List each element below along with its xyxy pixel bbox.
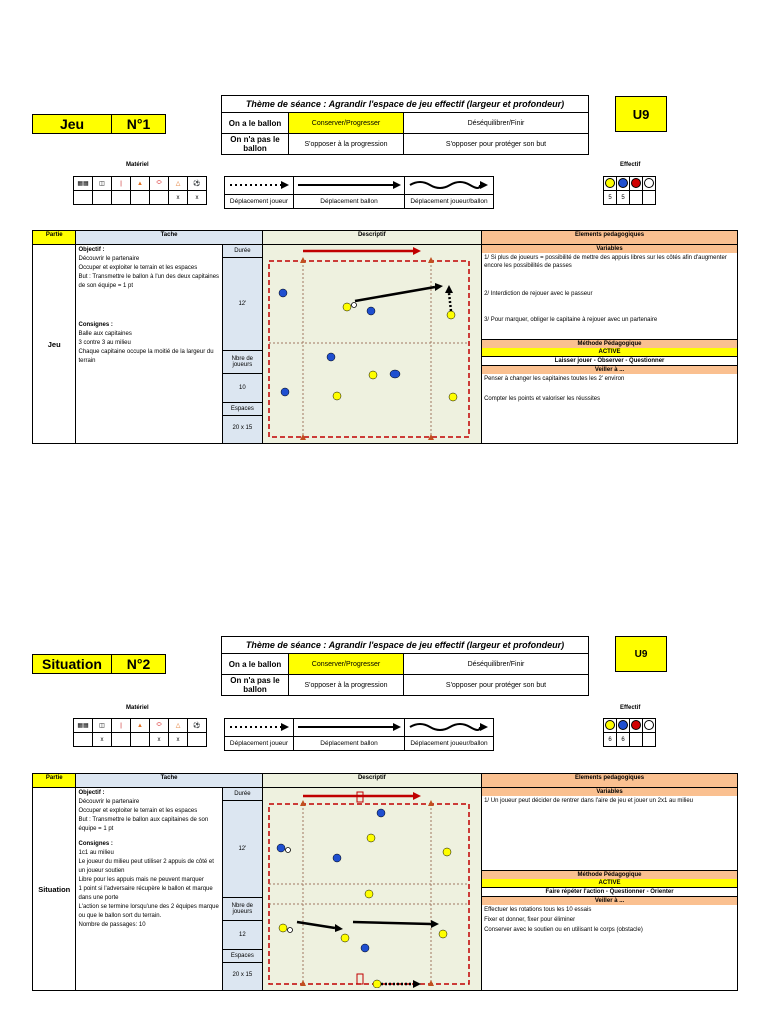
nbre-label: Nbre de joueurs bbox=[223, 897, 261, 921]
session-title-box bbox=[32, 114, 166, 134]
tache-line: Libre pour les appuis mais ne peuvent marquer bbox=[78, 877, 204, 883]
effectif-table bbox=[603, 718, 656, 747]
session-number: N°2 bbox=[126, 656, 151, 672]
arrow-head-icon bbox=[431, 920, 439, 928]
methode-detail: Laisser jouer - Observer - Questionner bbox=[482, 356, 737, 366]
materiel-count: x bbox=[150, 733, 169, 747]
tache-line: Objectif : bbox=[78, 247, 105, 253]
materiel-count bbox=[112, 191, 131, 205]
espaces-value: 20 x 15 bbox=[232, 425, 253, 431]
flag-icon: | bbox=[112, 719, 131, 733]
effectif-count bbox=[643, 191, 656, 205]
arrow-head-icon bbox=[335, 924, 343, 932]
blue-player-icon bbox=[617, 719, 630, 733]
variable-item: 1/ Si plus de joueurs = possibilité de mettre des appuis libres sur les côtés afin d'augmenter encore les possibilités de passes bbox=[484, 255, 727, 269]
veiller-item: Compter les points et valoriser les réussites bbox=[484, 396, 601, 402]
effectif-count bbox=[643, 733, 656, 747]
nbre-value: 10 bbox=[239, 385, 246, 391]
variable-item: 3/ Pour marquer, obliger le capitaine à rejouer avec un partenaire bbox=[484, 317, 658, 323]
pitch-diagram bbox=[262, 788, 481, 991]
materiel-count bbox=[150, 191, 169, 205]
session-type: Situation bbox=[33, 655, 112, 673]
tache-line: Balle aux capitaines bbox=[78, 331, 132, 337]
goalkeeper-icon bbox=[643, 719, 656, 733]
yellow-player-icon bbox=[367, 834, 375, 842]
arrow-head-icon bbox=[413, 980, 421, 988]
mini-goal-icon bbox=[357, 974, 363, 984]
blue-player-icon bbox=[281, 388, 289, 396]
ball-icon bbox=[285, 848, 290, 853]
flag-icon: | bbox=[112, 177, 131, 191]
effectif-count: 6 bbox=[604, 733, 617, 747]
with-ball-a: Conserver/Progresser bbox=[289, 113, 404, 134]
with-ball-label: On a le ballon bbox=[222, 654, 289, 675]
partie-value: Situation bbox=[33, 788, 76, 991]
methode-label: Méthode Pédagogique bbox=[482, 870, 737, 879]
cone-icon bbox=[300, 800, 306, 806]
pitch-2-svg bbox=[263, 788, 475, 988]
col-elements: Elements pedagogiques bbox=[482, 231, 738, 245]
with-ball-b: Déséquilibrer/Finir bbox=[404, 654, 589, 675]
duree-label: Durée bbox=[223, 788, 261, 801]
materiel-count: x bbox=[93, 733, 112, 747]
materiel-count bbox=[131, 191, 150, 205]
cone-icon bbox=[300, 980, 306, 986]
partie-value: Jeu bbox=[33, 245, 76, 444]
blue-player-icon bbox=[617, 177, 630, 191]
with-ball-a: Conserver/Progresser bbox=[289, 654, 404, 675]
legend-ball: Déplacement ballon bbox=[294, 737, 405, 751]
veiller-label: Veiller à ... bbox=[482, 897, 737, 905]
elements-column bbox=[482, 245, 738, 444]
veiller-item: Penser à changer les capitaines toutes les 2' environ bbox=[484, 376, 625, 382]
goal-icon: ▦▦ bbox=[74, 719, 93, 733]
session-type: Jeu bbox=[33, 115, 112, 133]
ball-icon: ⚽ bbox=[188, 719, 207, 733]
effectif-count: 5 bbox=[617, 191, 630, 205]
blue-player-icon bbox=[279, 289, 287, 297]
legend-table bbox=[224, 718, 494, 751]
effectif-count: 6 bbox=[617, 733, 630, 747]
pitch-1-svg bbox=[263, 245, 475, 441]
cone-icon bbox=[428, 980, 434, 986]
yellow-player-icon bbox=[604, 177, 617, 191]
category-badge: U9 bbox=[615, 636, 667, 672]
yellow-player-icon bbox=[369, 371, 377, 379]
blue-player-icon bbox=[390, 370, 400, 378]
nbre-value: 12 bbox=[239, 932, 246, 938]
tache-line: Chaque capitaine occupe la moitié de la largeur du terrain bbox=[78, 349, 214, 364]
legend-dribble: Déplacement joueur/ballon bbox=[405, 195, 494, 209]
without-ball-b: S'opposer pour protéger son but bbox=[404, 675, 589, 696]
main-table bbox=[32, 773, 738, 991]
legend-player: Déplacement joueur bbox=[225, 737, 294, 751]
session-number: N°1 bbox=[126, 116, 151, 132]
yellow-player-icon bbox=[343, 303, 351, 311]
materiel-count bbox=[112, 733, 131, 747]
tache-line: Occuper et exploiter le terrain et les espaces bbox=[78, 808, 198, 814]
params-column bbox=[223, 245, 262, 444]
red-player-icon bbox=[630, 177, 643, 191]
methode-value: ACTIVE bbox=[482, 348, 737, 356]
without-ball-b: S'opposer pour protéger son but bbox=[404, 134, 589, 155]
veiller-item: Conserver avec le soutien ou en utilisant le corps (obstacle) bbox=[484, 927, 643, 933]
materiel-table bbox=[73, 718, 207, 747]
tache-line: Le joueur du milieu peut utiliser 2 appuis de côté et un joueur soutien bbox=[78, 859, 214, 874]
tache-text bbox=[76, 788, 223, 991]
tache-line: 1 point si l'adversaire récupère le ballon et marque dans une porte bbox=[78, 886, 213, 901]
col-descriptif: Descriptif bbox=[262, 231, 481, 245]
materiel-label: Matériel bbox=[126, 162, 149, 168]
effectif-label: Effectif bbox=[620, 162, 641, 168]
marker-icon: △ bbox=[169, 719, 188, 733]
red-player-icon bbox=[630, 719, 643, 733]
materiel-count bbox=[74, 191, 93, 205]
blue-player-icon bbox=[333, 854, 341, 862]
goal-icon: ▦▦ bbox=[74, 177, 93, 191]
blue-player-icon bbox=[277, 844, 285, 852]
yellow-player-icon bbox=[333, 392, 341, 400]
yellow-player-icon bbox=[279, 924, 287, 932]
pass-arrow bbox=[355, 287, 435, 301]
materiel-count bbox=[93, 191, 112, 205]
variable-item: 2/ Interdiction de rejouer avec le passeur bbox=[484, 291, 593, 297]
marker-icon: △ bbox=[169, 177, 188, 191]
hoop-icon: ⬭ bbox=[150, 177, 169, 191]
blue-player-icon bbox=[377, 809, 385, 817]
without-ball-a: S'opposer à la progression bbox=[289, 675, 404, 696]
nbre-label: Nbre de joueurs bbox=[223, 350, 261, 374]
goal-arrow-icon bbox=[413, 792, 421, 800]
ball-icon bbox=[287, 928, 292, 933]
tache-line: But : Transmettre le ballon aux capitaines de son équipe = 1 pt bbox=[78, 817, 209, 832]
yellow-player-icon bbox=[365, 890, 373, 898]
legend-table bbox=[224, 176, 494, 209]
duree-label: Durée bbox=[223, 245, 261, 258]
methode-detail: Faire répéter l'action - Questionner - Orienter bbox=[482, 887, 737, 897]
player-move-arrow-icon bbox=[225, 719, 294, 737]
elements-column bbox=[482, 788, 738, 991]
arrow-head-icon bbox=[445, 285, 453, 293]
materiel-label: Matériel bbox=[126, 705, 149, 711]
col-tache: Tache bbox=[76, 231, 262, 245]
hoop-icon: ⬭ bbox=[150, 719, 169, 733]
methode-value: ACTIVE bbox=[482, 879, 737, 887]
tache-line: 1c1 au milieu bbox=[78, 850, 114, 856]
variables-label: Variables bbox=[482, 245, 737, 253]
legend-player: Déplacement joueur bbox=[225, 195, 294, 209]
tache-line bbox=[78, 291, 220, 321]
col-partie: Partie bbox=[33, 774, 76, 788]
cone-icon bbox=[300, 257, 306, 263]
effectif-label: Effectif bbox=[620, 705, 641, 711]
col-partie: Partie bbox=[33, 231, 76, 245]
goal-arrow-icon bbox=[413, 247, 421, 255]
with-ball-b: Déséquilibrer/Finir bbox=[404, 113, 589, 134]
ball-move-arrow-icon bbox=[294, 719, 405, 737]
theme-table bbox=[221, 95, 589, 155]
yellow-player-icon bbox=[439, 930, 447, 938]
effectif-count bbox=[630, 191, 643, 205]
tache-line: Occuper et exploiter le terrain et les espaces bbox=[78, 265, 198, 271]
cone-icon bbox=[428, 257, 434, 263]
pitch-diagram bbox=[262, 245, 481, 444]
materiel-count: x bbox=[169, 733, 188, 747]
yellow-player-icon bbox=[447, 311, 455, 319]
legend-dribble: Déplacement joueur/ballon bbox=[405, 737, 494, 751]
mini-goal-icon: ◫ bbox=[93, 177, 112, 191]
yellow-player-icon bbox=[449, 393, 457, 401]
yellow-player-icon bbox=[341, 934, 349, 942]
cone-icon: ▲ bbox=[131, 177, 150, 191]
goalkeeper-icon bbox=[643, 177, 656, 191]
tache-text bbox=[76, 245, 223, 444]
materiel-count: x bbox=[188, 191, 207, 205]
methode-label: Méthode Pédagogique bbox=[482, 339, 737, 348]
cone-icon bbox=[428, 800, 434, 806]
col-tache: Tache bbox=[76, 774, 262, 788]
espaces-label: Espaces bbox=[223, 949, 261, 963]
blue-player-icon bbox=[367, 307, 375, 315]
materiel-count bbox=[188, 733, 207, 747]
without-ball-label: On n'a pas le ballon bbox=[222, 675, 289, 696]
tache-line: Découvrir le partenaire bbox=[78, 256, 140, 262]
yellow-player-icon bbox=[443, 848, 451, 856]
variable-item: 1/ Un joueur peut décider de rentrer dans l'aire de jeu et jouer un 2x1 au milieu bbox=[484, 798, 694, 804]
dribble-arrow-icon bbox=[405, 177, 494, 195]
materiel-count bbox=[131, 733, 150, 747]
duree-value: 12' bbox=[238, 846, 247, 852]
without-ball-a: S'opposer à la progression bbox=[289, 134, 404, 155]
yellow-player-icon bbox=[604, 719, 617, 733]
espaces-value: 20 x 15 bbox=[232, 972, 253, 978]
player-move-arrow-icon bbox=[225, 177, 294, 195]
main-table bbox=[32, 230, 738, 444]
effectif-count: 5 bbox=[604, 191, 617, 205]
mini-goal-icon: ◫ bbox=[93, 719, 112, 733]
tache-line: 3 contre 3 au milieu bbox=[78, 340, 131, 346]
variables-label: Variables bbox=[482, 788, 737, 796]
veiller-label: Veiller à ... bbox=[482, 366, 737, 374]
tache-line: L'action se termine lorsqu'une des 2 équipes marque ou que le ballon sort du terrain. bbox=[78, 904, 219, 919]
materiel-table bbox=[73, 176, 207, 205]
veiller-item: Fixer et donner, fixer pour éliminer bbox=[484, 917, 576, 923]
espaces-label: Espaces bbox=[223, 402, 261, 416]
without-ball-label: On n'a pas le ballon bbox=[222, 134, 289, 155]
tache-line: But : Transmettre le ballon à l'un des deux capitaines de son équipe = 1 pt bbox=[78, 274, 220, 289]
ball-icon bbox=[351, 303, 356, 308]
tache-line: Consignes : bbox=[78, 322, 113, 328]
tache-line: Consignes : bbox=[78, 841, 113, 847]
materiel-count bbox=[74, 733, 93, 747]
theme-table bbox=[221, 636, 589, 696]
cone-icon: ▲ bbox=[131, 719, 150, 733]
ball-move-arrow-icon bbox=[294, 177, 405, 195]
effectif-count bbox=[630, 733, 643, 747]
tache-line: Objectif : bbox=[78, 790, 105, 796]
pass-arrow bbox=[353, 922, 431, 924]
legend-ball: Déplacement ballon bbox=[294, 195, 405, 209]
dribble-arrow-icon bbox=[405, 719, 494, 737]
arrow-head-icon bbox=[435, 283, 443, 291]
tache-line: Nombre de passages: 10 bbox=[78, 922, 146, 928]
tache-line: Découvrir le partenaire bbox=[78, 799, 140, 805]
params-column bbox=[223, 788, 262, 991]
yellow-player-icon bbox=[373, 980, 381, 988]
with-ball-label: On a le ballon bbox=[222, 113, 289, 134]
theme-title: Thème de séance : Agrandir l'espace de jeu effectif (largeur et profondeur) bbox=[222, 637, 589, 654]
blue-player-icon bbox=[327, 353, 335, 361]
ball-icon: ⚽ bbox=[188, 177, 207, 191]
duree-value: 12' bbox=[238, 301, 247, 307]
effectif-table bbox=[603, 176, 656, 205]
materiel-count: x bbox=[169, 191, 188, 205]
theme-title: Thème de séance : Agrandir l'espace de jeu effectif (largeur et profondeur) bbox=[222, 96, 589, 113]
category-badge: U9 bbox=[615, 96, 667, 132]
run-arrow bbox=[449, 293, 451, 311]
col-elements: Elements pedagogiques bbox=[482, 774, 738, 788]
col-descriptif: Descriptif bbox=[262, 774, 481, 788]
session-title-box bbox=[32, 654, 166, 674]
blue-player-icon bbox=[361, 944, 369, 952]
veiller-item: Effectuer les rotations tous les 10 essais bbox=[484, 907, 592, 913]
